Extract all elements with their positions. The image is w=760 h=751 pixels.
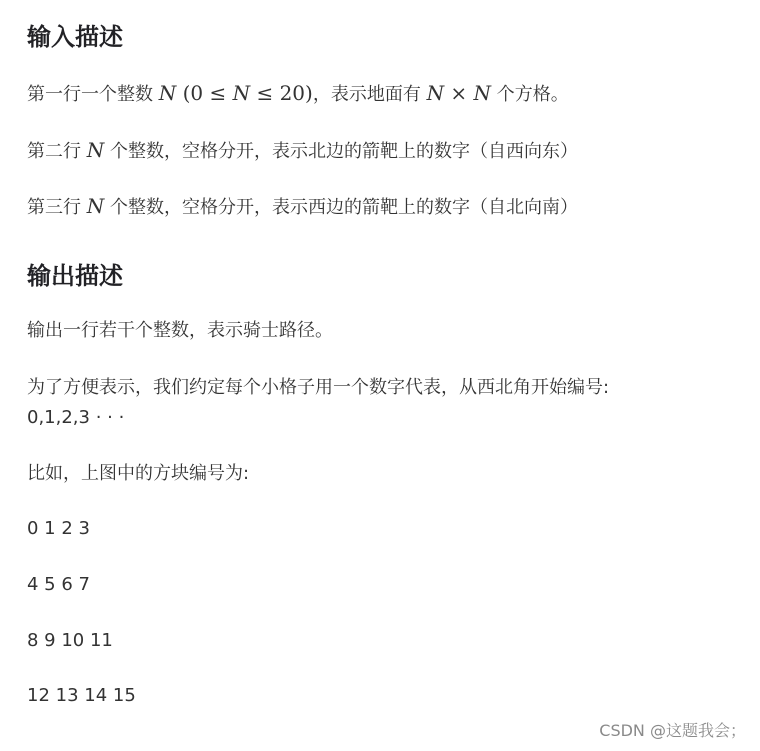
math-n: N <box>232 81 251 105</box>
input-heading: 输入描述 <box>27 23 123 51</box>
input-line-1 <box>27 80 569 108</box>
output-line-3: 比如，上图中的方块编号为: <box>27 463 250 484</box>
input-line-2-suffix: 个整数，空格分开，表示北边的箭靶上的数字（自西向东） <box>104 141 578 162</box>
grid-row: 4 5 6 7 <box>27 574 90 595</box>
input-line-3-suffix: 个整数，空格分开，表示西边的箭靶上的数字（自北向南） <box>104 197 578 218</box>
grid-row: 12 13 14 15 <box>27 685 136 706</box>
output-line-2b: 0,1,2,3 · · · <box>27 407 125 428</box>
math-n: N <box>158 81 177 105</box>
output-line-2a: 为了方便表示，我们约定每个小格子用一个数字代表，从西北角开始编号: <box>27 377 610 398</box>
math-n: N <box>86 194 105 218</box>
math-n: N <box>426 81 445 105</box>
output-heading: 输出描述 <box>27 262 123 290</box>
input-line-3 <box>27 193 578 221</box>
math-constraint-open: (0 ≤ <box>176 81 233 105</box>
csdn-watermark: CSDN @这题我会； <box>599 721 746 740</box>
input-line-1-middle: ，表示地面有 <box>312 84 427 105</box>
math-n: N <box>473 81 492 105</box>
grid-row: 0 1 2 3 <box>27 518 90 539</box>
output-line-1: 输出一行若干个整数，表示骑士路径。 <box>27 320 333 341</box>
input-line-2 <box>27 137 578 165</box>
math-n: N <box>86 138 105 162</box>
input-line-2-prefix: 第二行 <box>27 141 87 162</box>
math-constraint-close: ≤ 20) <box>250 81 313 105</box>
input-line-1-suffix: 个方格。 <box>491 84 569 105</box>
input-line-3-prefix: 第三行 <box>27 197 87 218</box>
input-line-1-prefix: 第一行一个整数 <box>27 84 159 105</box>
grid-row: 8 9 10 11 <box>27 630 113 651</box>
math-times: × <box>444 81 474 105</box>
